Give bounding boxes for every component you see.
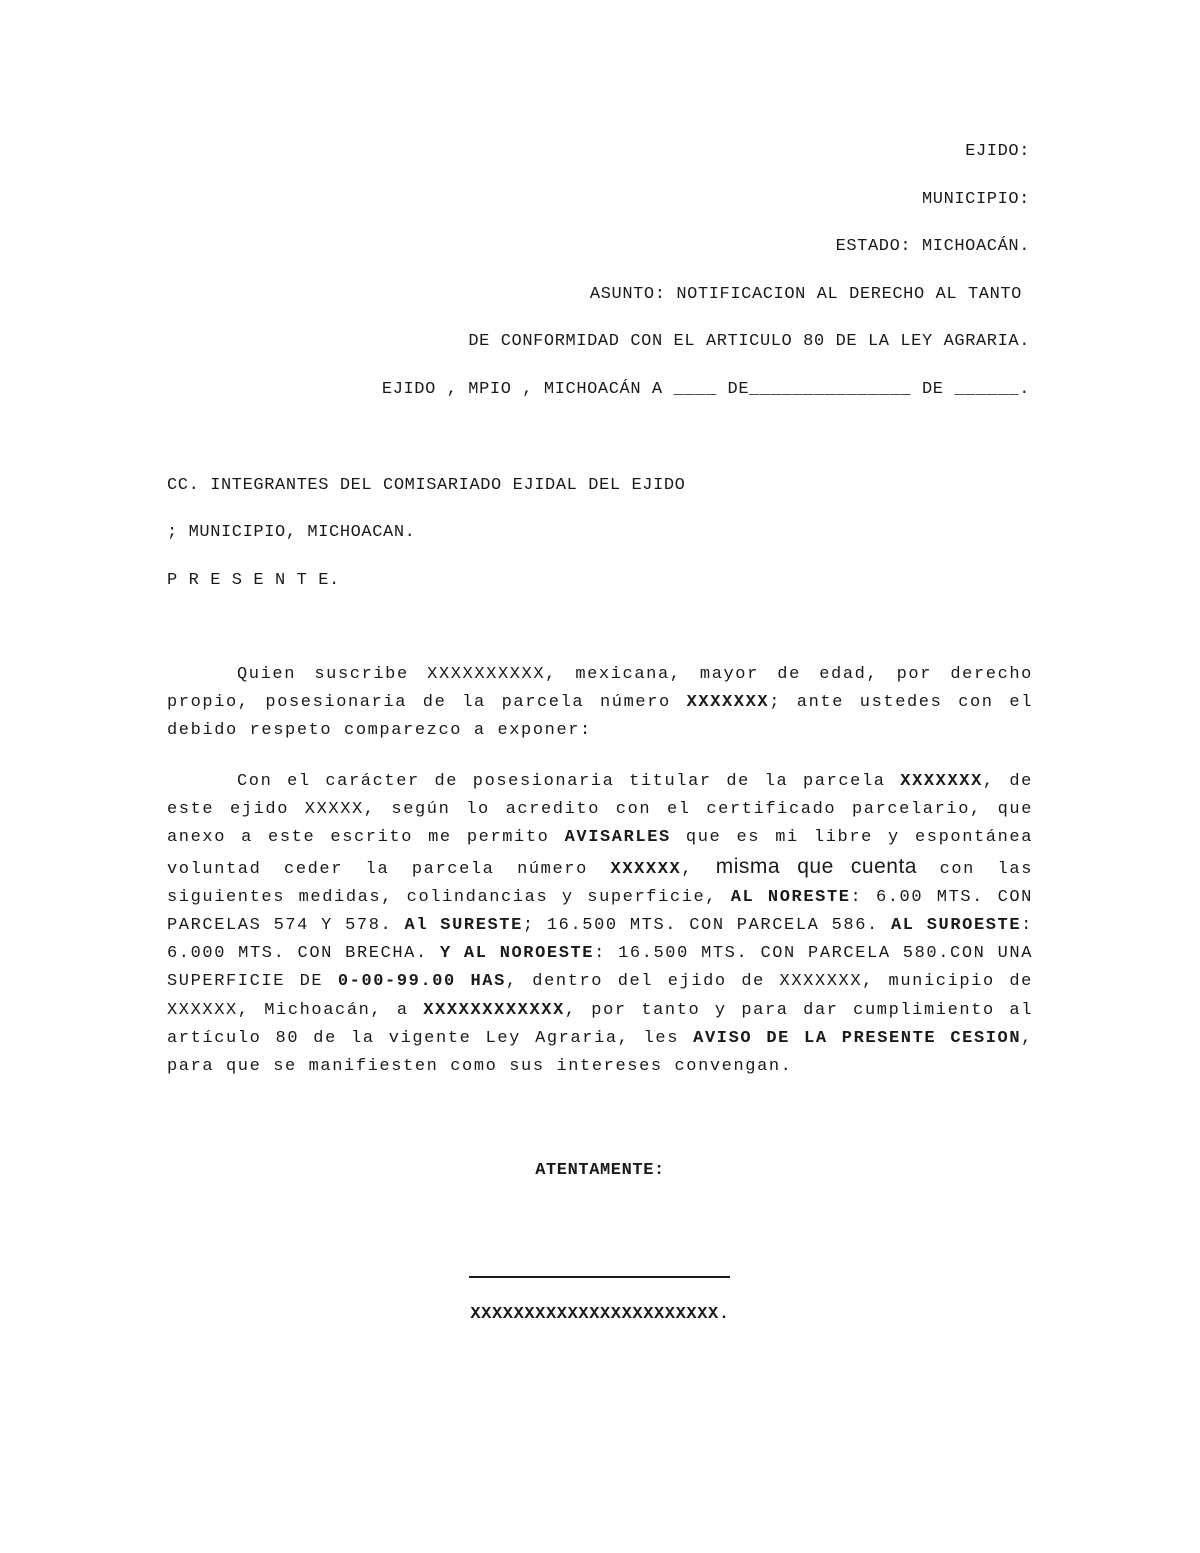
atentamente	[0, 1161, 1200, 1180]
body-text-1: Con el carácter de posesionaria titular de la parcela	[237, 772, 901, 791]
body-text-10: , dentro del ejido de XXXXXXX, municipio de XXXXXX, Michoacán, a	[167, 972, 1033, 1020]
recipient-line-2: ; MUNICIPIO, MICHOACAN.	[167, 523, 416, 542]
body-sureste: Al SURESTE	[404, 916, 523, 936]
body-recipient-name: XXXXXXXXXXXX	[423, 1000, 565, 1020]
body-misma-que-cuenta: misma que cuenta	[715, 854, 917, 878]
body-avisarles: AVISARLES	[564, 828, 671, 848]
body-text-2: , de este ejido XXXXX, según lo acredito con el certificado parcelario, que anexo a este escrito me permito	[167, 772, 1033, 848]
body-noreste: AL NORESTE	[730, 887, 851, 907]
intro-text-2: ; ante ustedes con el debido respeto comparezco a exponer:	[167, 693, 1033, 741]
body-noroeste: Y AL NOROESTE	[439, 944, 595, 964]
atentamente-label: ATENTAMENTE:	[535, 1161, 665, 1180]
signature-line	[469, 1276, 730, 1278]
body-text-9: : 16.500 MTS. CON PARCELA 580.CON UNA SUPERFICIE DE	[167, 944, 1033, 992]
signature-name	[0, 1305, 1200, 1324]
body-paragraph	[167, 768, 1033, 1081]
signature-name-text: XXXXXXXXXXXXXXXXXXXXXXX.	[470, 1305, 730, 1324]
body-suroeste: AL SUROESTE	[890, 916, 1022, 936]
body-parcel-number: XXXXXXX	[900, 772, 983, 791]
header-estado: ESTADO: MICHOACÁN.	[835, 237, 1030, 256]
recipient-line-1: CC. INTEGRANTES DEL COMISARIADO EJIDAL DEL EJIDO	[167, 476, 686, 495]
body-text-3: que es mi libre y espontánea voluntad ceder la parcela número	[167, 828, 1033, 879]
body-text-11: , por tanto y para dar cumplimiento al artículo 80 de la vigente Ley Agraria, les	[167, 1000, 1033, 1048]
header-fecha: EJIDO , MPIO , MICHOACÁN A ____ DE_______________ DE ______.	[381, 380, 1030, 399]
body-superficie: 0-00-99.00 HAS	[337, 972, 506, 992]
intro-paragraph	[167, 661, 1033, 746]
body-aviso-cesion: AVISO DE LA PRESENTE CESION	[693, 1028, 1022, 1048]
body-text-5: con las siguientes medidas, colindancias y superficie,	[167, 859, 1034, 907]
body-text-4: ,	[681, 859, 716, 879]
header-ejido: EJIDO:	[965, 142, 1030, 161]
header-asunto: ASUNTO: NOTIFICACION AL DERECHO AL TANTO	[589, 285, 1022, 304]
body-text-6: : 6.00 MTS. CON PARCELAS 574 Y 578.	[167, 887, 1033, 936]
presente: P R E S E N T E.	[167, 571, 340, 590]
intro-text-1: Quien suscribe XXXXXXXXXX, mexicana, mayor de edad, por derecho propio, posesionaria de la parcela número	[167, 665, 1033, 713]
header-municipio: MUNICIPIO:	[921, 190, 1030, 209]
body-text-7: ; 16.500 MTS. CON PARCELA 586.	[522, 916, 891, 936]
body-text-8: : 6.000 MTS. CON BRECHA.	[167, 916, 1033, 964]
header-conformidad: DE CONFORMIDAD CON EL ARTICULO 80 DE LA LEY AGRARIA.	[468, 332, 1030, 351]
body-parcel-number-2: XXXXXX	[610, 859, 682, 879]
body-text-12: , para que se manifiesten como sus intereses convengan.	[167, 1028, 1033, 1077]
intro-parcel-number: XXXXXXX	[686, 693, 770, 713]
